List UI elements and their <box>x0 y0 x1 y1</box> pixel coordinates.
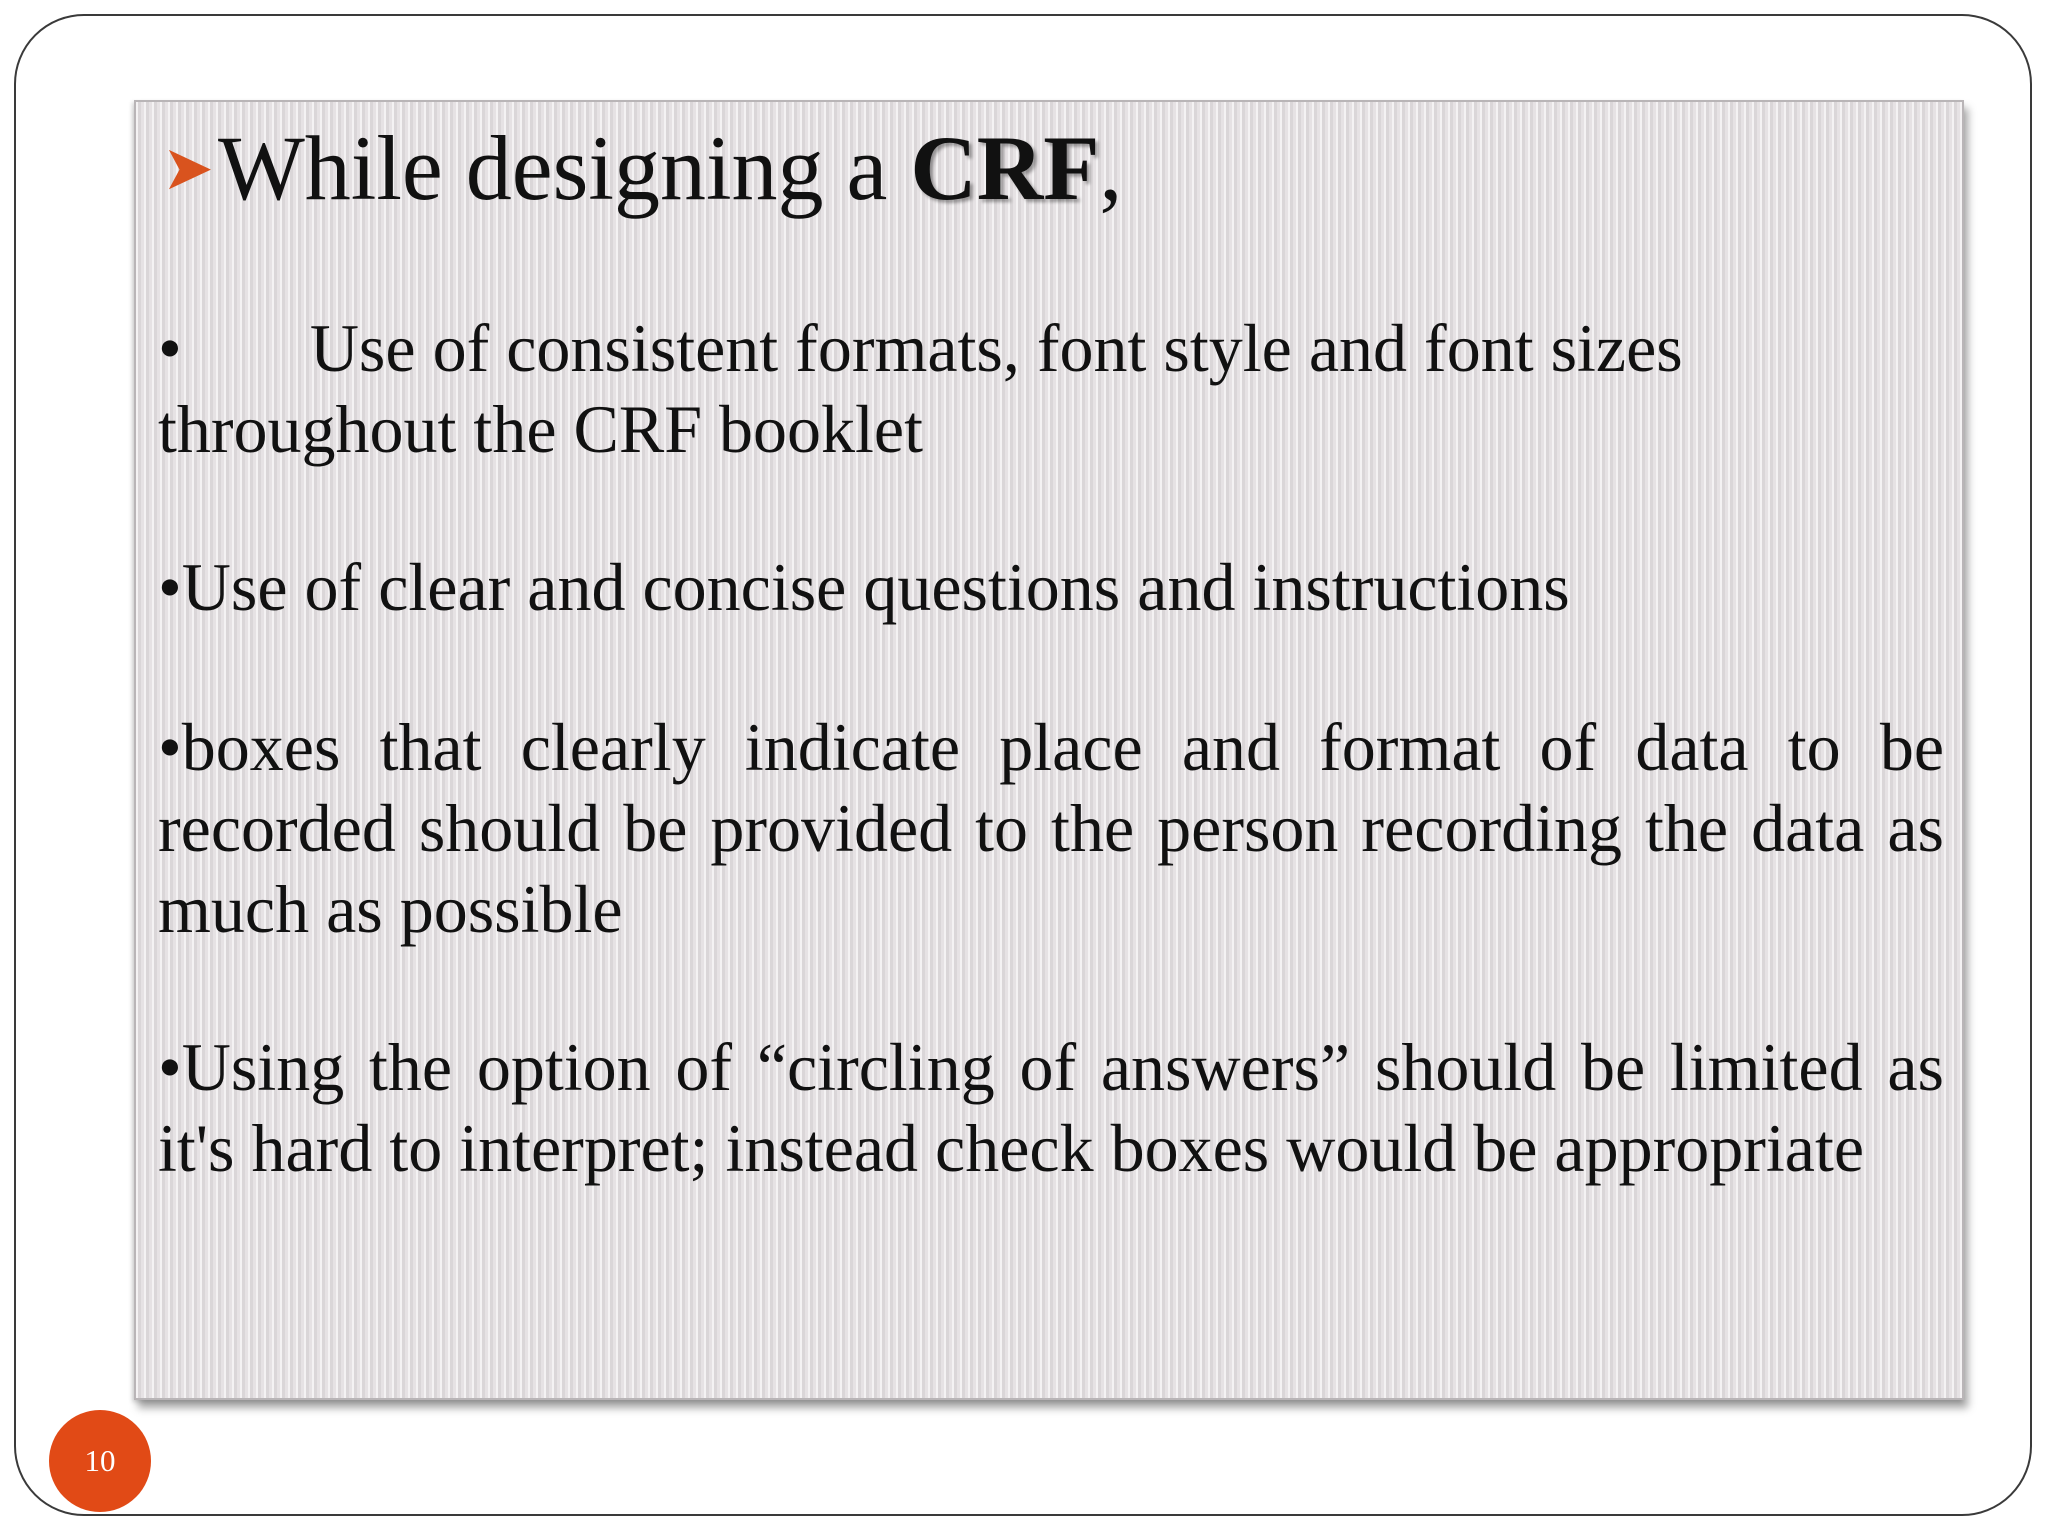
arrow-bullet-icon: ➤ <box>162 135 214 203</box>
bullet-point-3: •boxes that clearly indicate place and format of data to be recorded should be provided to the person recording the data as much as possible <box>158 709 1944 947</box>
slide-heading <box>162 108 1122 229</box>
bullet-point-2: •Use of clear and concise questions and instructions <box>158 549 1570 625</box>
heading-bold-term: CRF <box>910 117 1100 219</box>
heading-punctuation: , <box>1099 117 1123 219</box>
page-number-badge: 10 <box>49 1410 151 1512</box>
bullet-point-1-text: Use of consistent formats, font style and font sizes throughout the CRF booklet <box>158 310 1683 467</box>
bullet-point-1 <box>158 308 1944 470</box>
bullet-point-4: •Using the option of “circling of answers” should be limited as it's hard to interpret; instead check boxes would be appropriate <box>158 1029 1944 1186</box>
heading-text: While designing a <box>217 117 911 219</box>
slide-frame <box>14 14 2032 1516</box>
bullet-marker: • <box>158 310 182 386</box>
content-box <box>134 100 1964 1400</box>
